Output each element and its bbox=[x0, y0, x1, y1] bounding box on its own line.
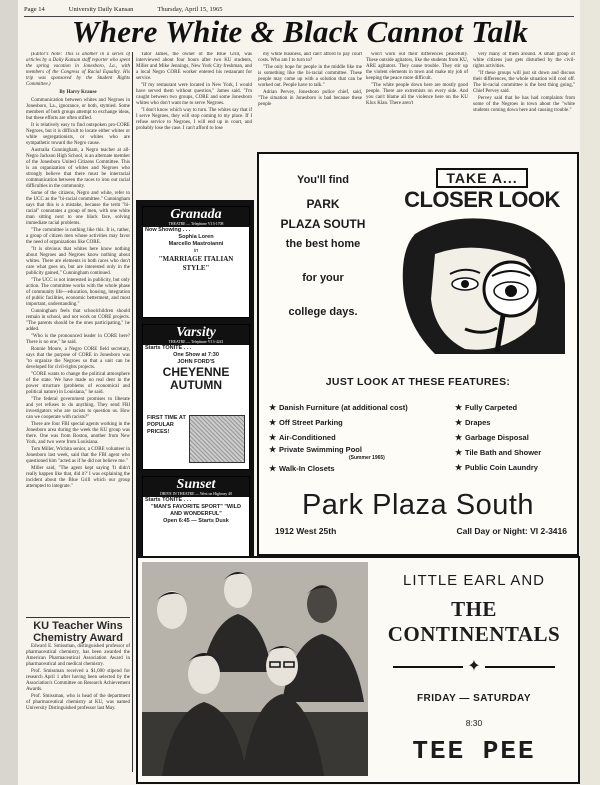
granada-logo: Granada bbox=[143, 207, 249, 222]
varsity-show: One Show at 7:30 bbox=[173, 352, 219, 358]
star-icon: ★ bbox=[269, 433, 277, 442]
park-plaza-tagline bbox=[273, 166, 373, 322]
closer-look-banner bbox=[397, 168, 567, 212]
article-column-5 bbox=[473, 52, 575, 148]
sunset-title: "MAN'S FAVORITE SPORT" "WILD AND WONDERFUL" bbox=[150, 504, 241, 517]
varsity-phone: THEATRE — Telephone VI 3-4241 bbox=[143, 340, 249, 345]
paper-name: University Daily Kansan bbox=[68, 6, 134, 13]
editor-note: (Editor's Note: This is another in a series of articles by a Daily Kansan staff reporter who spent the spring vacation in Jonesboro, La., with members of the Congress of Racial Equality. His trip was sponsored by the Student Rights Committee.) bbox=[26, 52, 130, 87]
band-photo bbox=[142, 562, 368, 776]
varsity-ad bbox=[142, 324, 250, 470]
story-divider bbox=[26, 617, 130, 618]
column-rule bbox=[132, 52, 133, 772]
granada-star-1: Sophia Loren bbox=[178, 234, 214, 240]
paragraph: Adrian Pervey, Jonesboro police chief, said, "The situation in Jonesboro is bad because these people bbox=[258, 90, 362, 107]
granada-title: "MARRIAGE ITALIAN STYLE" bbox=[158, 255, 234, 272]
feature-item: ★ Off Street Parking bbox=[269, 415, 408, 430]
paragraph: Cunningham feels that schoolchildren should remain in school, and not work on CORE projects. "The parents should be the ones participating," he added. bbox=[26, 309, 130, 332]
feature-item: ★ Air-Conditioned bbox=[269, 430, 408, 445]
feature-item: ★ Walk-In Closets bbox=[269, 461, 408, 476]
park-plaza-name: Park Plaza South bbox=[301, 489, 535, 521]
features-left bbox=[269, 400, 408, 476]
paragraph: Tom Miller, Wichita senior, a CORE volunteer in Jonesboro last week, said that the FBI agent who questioned him "acted as if he did not believe me." bbox=[26, 447, 130, 464]
paragraph: "If my restaurant were located in New York, I would have served them without question," James said. "I'm caught between two groups, CORE and some Jonesboro whites who don't want me to serve Negroes. bbox=[136, 83, 252, 106]
star-icon: ★ bbox=[455, 448, 463, 457]
paragraph: There are four FBI special agents working in the Jonesboro area during the week the KU group was there. One was from Boston, another from New York, and two were from Louisiana. bbox=[26, 422, 130, 445]
newspaper-page bbox=[18, 0, 580, 785]
paragraph: "The federal government promises to liberate and yet refuses to do anything. They send FBI investigators who are racists to question us. How can we cooperate with racists?" bbox=[26, 397, 130, 420]
features-heading: JUST LOOK AT THESE FEATURES: bbox=[325, 376, 511, 388]
story-headline: KU Teacher Wins Chemistry Award bbox=[33, 620, 123, 644]
feature-item: ★ Fully Carpeted bbox=[455, 400, 541, 415]
paragraph: "The committee is nothing like this. It is, rather, a group of citizen men whose activities may favor the need of organizations like CORE. bbox=[26, 228, 130, 245]
park-plaza-phone: Call Day or Night: VI 2-3416 bbox=[456, 526, 567, 536]
tagline-for: for your bbox=[302, 272, 344, 284]
paragraph: "It is obvious that whites here know nothing about Negroes and Negroes know nothing about whites. There are elements in both races who don't care what goes on, but are interested only in the publicity gained," Cunningham continued. bbox=[26, 247, 130, 276]
sunset-starts: Starts TONITE . . . bbox=[145, 497, 192, 503]
granada-in: in bbox=[193, 248, 199, 254]
granada-phone: THEATRE — Telephone VI 3-1708 bbox=[143, 222, 249, 227]
paragraph: "The only hope for people in the middle like me is something like the bi-racial committee. These people may come up with a solution that can be worked out. People have to talk." bbox=[258, 65, 362, 88]
chemistry-story bbox=[26, 620, 130, 780]
star-icon: ★ bbox=[455, 418, 463, 427]
take-a-label: TAKE A... bbox=[436, 168, 527, 188]
article-column-1 bbox=[26, 52, 130, 614]
paragraph: "The UCC is not interested in publicity, but only action. The committee works with the whole phase of community life—education, housing, integration of public facilities, economic betterment, and most important, understanding." bbox=[26, 278, 130, 307]
divider-line bbox=[485, 666, 555, 668]
continentals-text bbox=[374, 562, 574, 766]
tagline-name-2: PLAZA SOUTH bbox=[280, 217, 366, 231]
paragraph: my white business, and can't afford to pay court costs. Who am I to turn to? bbox=[258, 52, 362, 63]
paragraph: It is relatively easy to find outspoken pro-CORE Negroes, but it is difficult to locate either whites or white segregationists, or whites who are sympathetic toward the Negro cause. bbox=[26, 123, 130, 146]
varsity-poster bbox=[147, 415, 245, 463]
sunset-open: Open 6:45 — Starts Dusk bbox=[163, 518, 229, 524]
paragraph: Miller said, "The agent kept saying 'It didn't really happen like that, did it?' I was explaining the incident about the Blue Grill which our group attempted to integrate." bbox=[26, 466, 130, 489]
feature-item: ★ Danish Furniture (at additional cost) bbox=[269, 400, 408, 415]
granada-ad bbox=[142, 206, 250, 318]
star-icon: ★ bbox=[455, 403, 463, 412]
performance-days: FRIDAY — SATURDAY bbox=[416, 693, 532, 704]
star-icon: ★ bbox=[269, 403, 277, 412]
venue-name: TEE PEE bbox=[412, 736, 536, 766]
paragraph: won't work out their differences peacefully. These outside agitators, like the students from KU, ARE agitators. They cause trouble. They stir up the violent elements in town and make my job of keeping the peace more difficult. bbox=[366, 52, 468, 81]
tagline-name-1: PARK bbox=[306, 197, 340, 211]
sunset-location: DRIVE IN THEATRE — West on Highway 40 bbox=[143, 492, 249, 497]
varsity-poster-art bbox=[189, 415, 245, 463]
paragraph: "The white people down here are mostly good people. There are extremists on every side. And you can't blame all the violence here on the KU Klux Klan. There aren't bbox=[366, 83, 468, 106]
paragraph: Pervey said that he has had complaints from some of the Negroes in town about the "white students coming down here and causing trouble." bbox=[473, 96, 575, 113]
divider-line bbox=[393, 666, 463, 668]
varsity-starts: Starts TONITE . . . bbox=[145, 345, 192, 351]
feature-item: ★ Drapes bbox=[455, 415, 541, 430]
varsity-title: CHEYENNE AUTUMN bbox=[162, 365, 230, 392]
sunset-logo: Sunset bbox=[143, 477, 249, 492]
paragraph: "I don't know which way to turn. The whites say that if I serve Negroes, they will stop coming to my place. If I refuse service to Negroes, I will end up in court, and probably lose the case. I can't afford to lose bbox=[136, 108, 252, 131]
byline: By Harry Krause bbox=[59, 90, 97, 95]
act-line-2: THE CONTINENTALS bbox=[387, 597, 561, 646]
paragraph: Some of the citizens, Negro and white, refer to the UCC as the "bi-racial committee." Cunningham says that this is a mistake, because the term "bi-racial" connotates a group of men, with one white man sitting next to one black face, solving immediate racial problems. bbox=[26, 191, 130, 226]
star-icon: ★ bbox=[455, 433, 463, 442]
page-gutter bbox=[0, 0, 18, 785]
star-divider bbox=[374, 659, 574, 675]
theater-ad bbox=[136, 200, 254, 580]
tagline-find: You'll find bbox=[297, 174, 349, 186]
granada-star-2: Marcello Mastroianni bbox=[168, 241, 224, 247]
feature-item: ★ Garbage Disposal bbox=[455, 430, 541, 445]
article-column-3 bbox=[258, 52, 362, 148]
tagline-home: the best home bbox=[285, 238, 361, 250]
paragraph: "If these groups will just sit down and discuss their differences, the whole situation will cool off. The bi-racial committee is the best thing going," Chief Pervey said. bbox=[473, 71, 575, 94]
granada-showing: Now Showing . . . bbox=[145, 227, 191, 233]
main-headline: Where White & Black Cannot Talk bbox=[71, 14, 529, 49]
star-icon: ★ bbox=[269, 464, 277, 473]
paragraph: "CORE wants to change the political atmosphere of the state. We have made no real dent in the power structure (problems of economical and political nature) in Louisiana," he said. bbox=[26, 372, 130, 395]
star-icon: ★ bbox=[269, 445, 277, 454]
star-icon: ★ bbox=[455, 463, 463, 472]
star-icon: ★ bbox=[269, 418, 277, 427]
closer-look-label: CLOSER LOOK bbox=[404, 187, 560, 212]
paragraph: Tator James, the owner of the Blue Grill, was interviewed about four hours after two KU students, Miller and Mike Jennings, New York City freshman, and a local Negro CORE worker entered his restaurant for service. bbox=[136, 52, 252, 81]
pool-note: (Summer 1965) bbox=[349, 455, 385, 461]
paragraph: Prof. Smissman received a $1,000 stipend for research April 1 after having been selected by the Association's Committee on Research Achievement Awards. bbox=[26, 669, 130, 692]
features-right bbox=[455, 400, 541, 475]
paragraph: Prof. Smissman, who is head of the department of pharmaceutical chemistry at KU, was named University Distinguished professor last May. bbox=[26, 694, 130, 711]
feature-item: ★ Private Swimming Pool bbox=[269, 445, 362, 454]
performance-time: 8:30 bbox=[465, 718, 483, 728]
varsity-logo: Varsity bbox=[143, 325, 249, 340]
act-line-1: LITTLE EARL AND bbox=[403, 572, 545, 589]
magnifier-face-illustration bbox=[395, 214, 567, 354]
paragraph: Edward E. Smissman, distinguished professor of pharmaceutical chemistry, has been awarded the American Pharmaceutical Association Award in pharmaceutical and medical chemistry. bbox=[26, 644, 130, 667]
tagline-college: college days. bbox=[288, 306, 358, 318]
park-plaza-address: 1912 West 25th bbox=[275, 526, 337, 536]
paragraph: very many of them around. A small group of white citizens just gets disturbed by the civil-rights activities. bbox=[473, 52, 575, 69]
paragraph: Ronnie Moore, a Negro CORE field secretary, says that the purpose of CORE in Jonesboro was "to organize the Negroes so that a unit can be developed for civil-rights projects. bbox=[26, 347, 130, 370]
paragraph: Communication between whites and Negroes in Jonesboro, La., ignorance, or both, stymied. Some members of both groups attempt to exchange ideas, but these efforts are often stifled. bbox=[26, 98, 130, 121]
continentals-ad bbox=[136, 556, 580, 784]
paragraph: Australia Cunningham, a Negro teacher at all-Negro Jackson High School, is an alternate member of the Jonesboro United Citizens Committee. This is an organization of whites and Negroes who strongly believe that there must be interracial communication between the races to iron out racial difficulties in the community. bbox=[26, 148, 130, 189]
varsity-presenter: JOHN FORD'S bbox=[177, 359, 215, 365]
park-plaza-ad bbox=[257, 152, 579, 556]
star-icon: ✦ bbox=[467, 658, 481, 675]
paragraph: "Who is the pronounced leader in CORE here? There is no one," he said. bbox=[26, 334, 130, 345]
feature-item: ★ Tile Bath and Shower bbox=[455, 445, 541, 460]
issue-date: Thursday, April 15, 1965 bbox=[157, 6, 223, 13]
article-column-2 bbox=[136, 52, 252, 196]
page-number: Page 14 bbox=[24, 6, 45, 13]
varsity-price-note: FIRST TIME AT POPULAR PRICES! bbox=[147, 415, 186, 435]
article-column-4 bbox=[366, 52, 468, 148]
feature-item: ★ Public Coin Laundry bbox=[455, 460, 541, 475]
